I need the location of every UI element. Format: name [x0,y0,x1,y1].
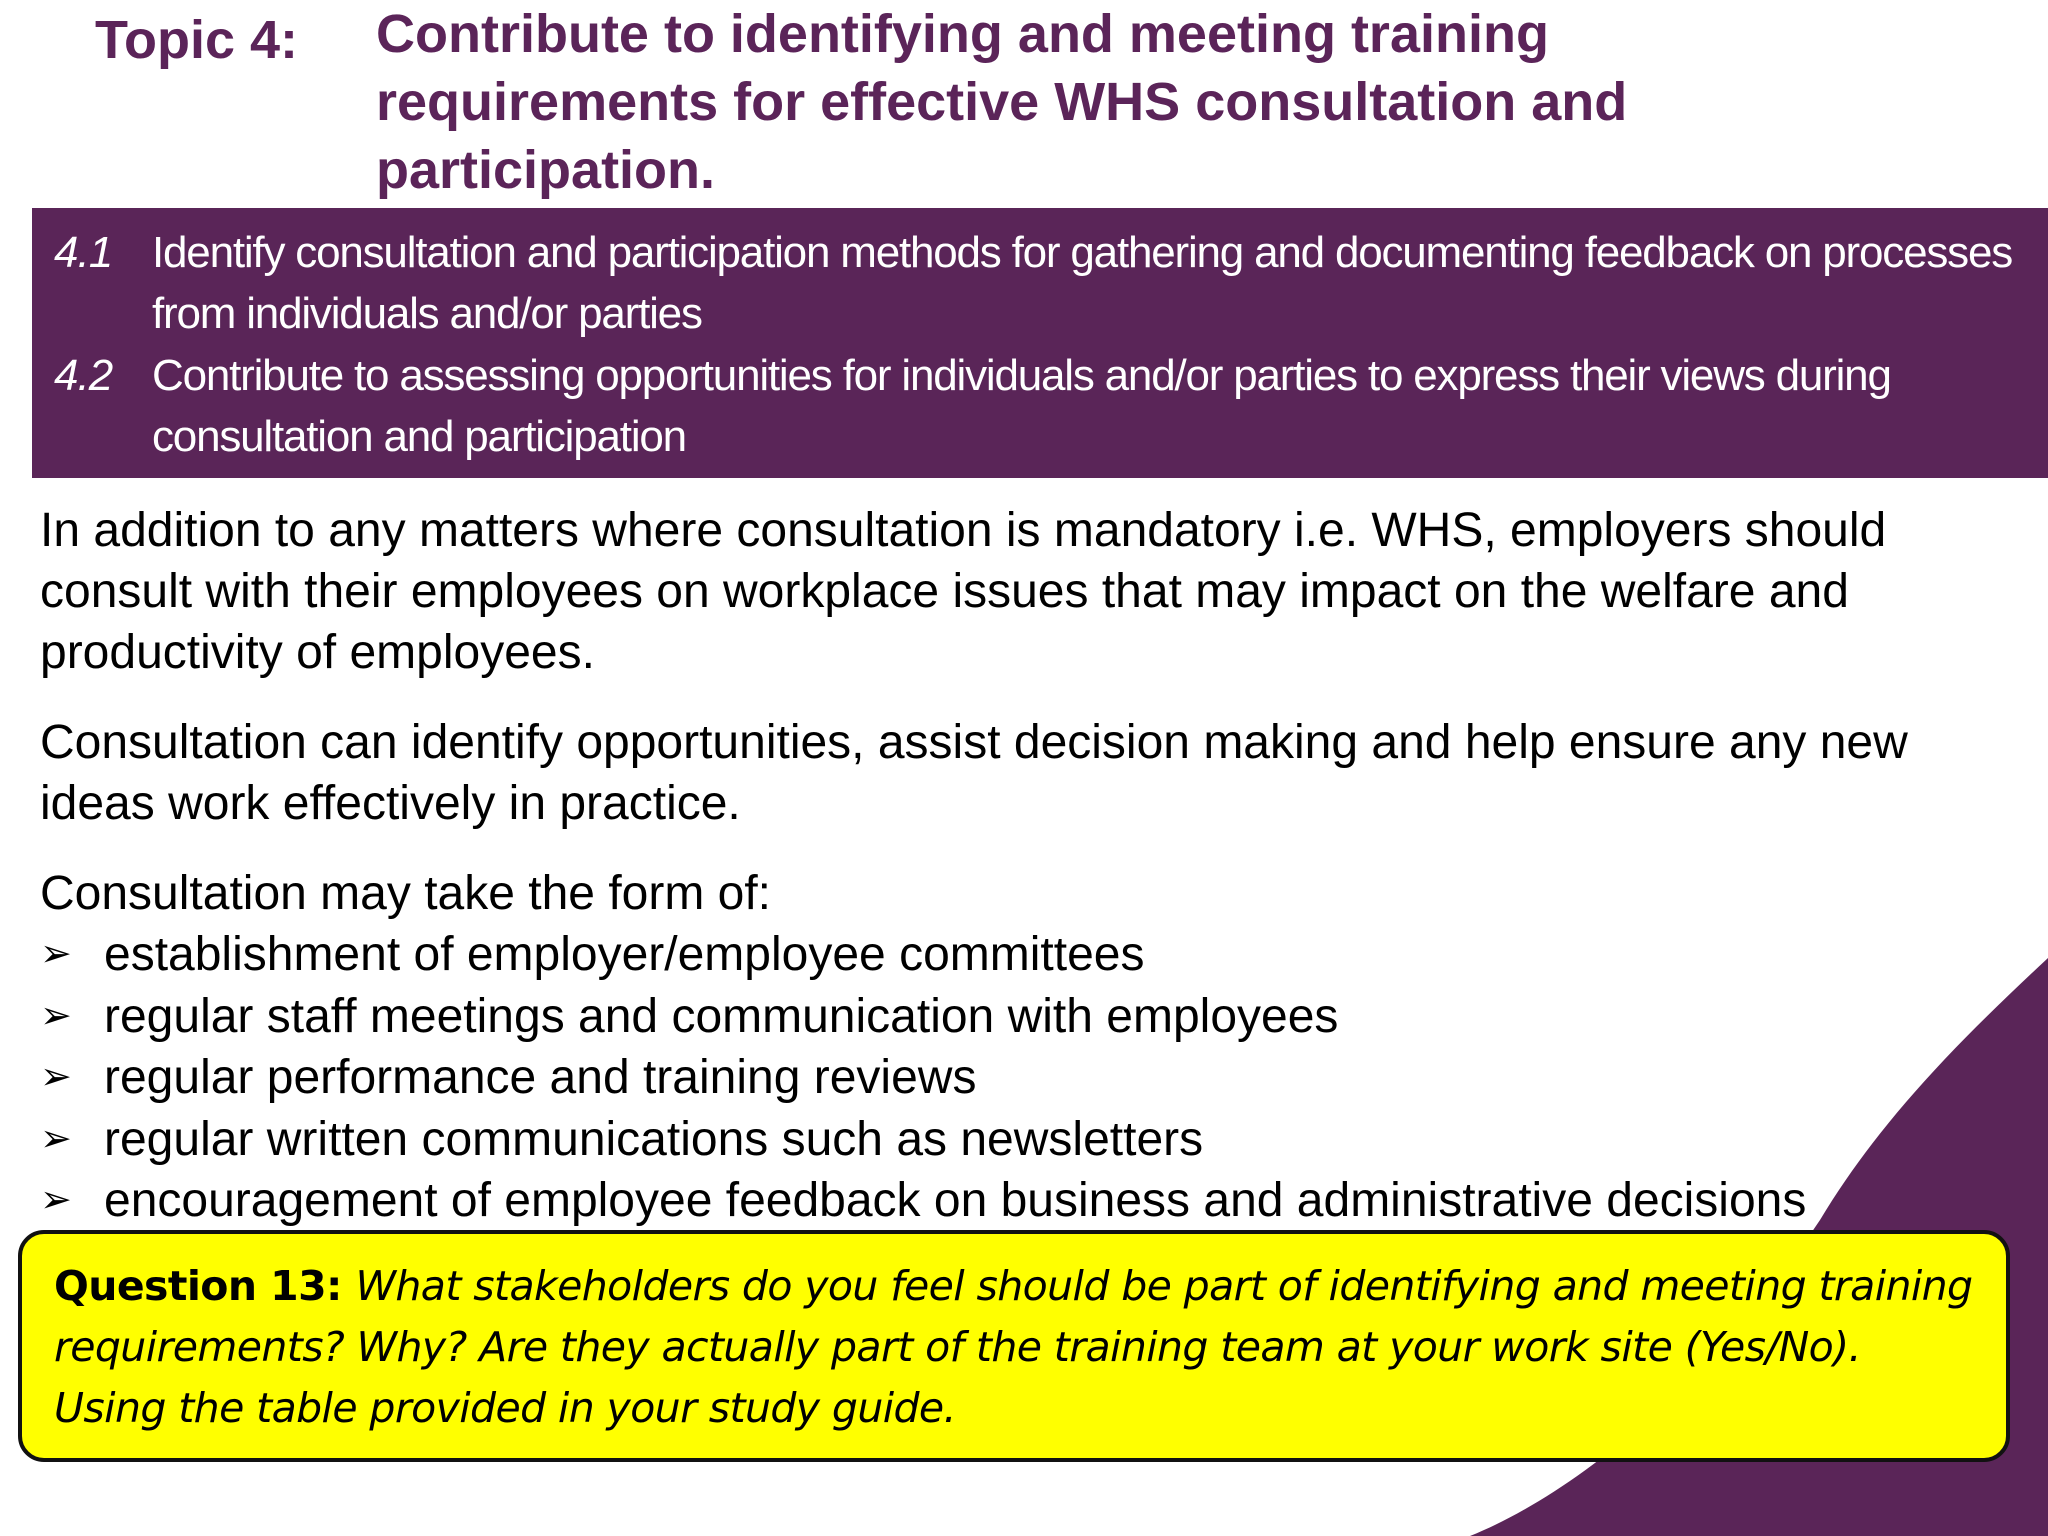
list-item-text: regular written communications such as newsletters [104,1112,1204,1166]
arrow-bullet-icon: ➢ [40,1056,72,1098]
arrow-bullet-icon: ➢ [40,933,72,975]
consultation-forms-heading: Consultation may take the form of: [40,867,772,920]
objective-number: 4.1 [54,228,113,277]
topic-label: Topic 4: [95,10,299,70]
arrow-bullet-icon: ➢ [40,1179,72,1221]
list-item-text: regular staff meetings and communication with employees [104,989,1339,1043]
objectives-band [32,208,2048,478]
list-item-text: establishment of employer/employee committees [104,928,1145,981]
list-item-text: encouragement of employee feedback on business and administrative decisions [104,1174,1807,1227]
objective-text: Contribute to assessing opportunities for individuals and/or parties to express their views during consultation and participation [152,351,1891,461]
objective-text: Identify consultation and participation methods for gathering and documenting feedback on processes from individuals and/or parties [152,228,2013,338]
consultation-benefits-paragraph: Consultation can identify opportunities, assist decision making and help ensure any new ideas work effectively in practice. [40,716,1908,830]
question-callout [18,1230,2010,1462]
question-text: What stakeholders do you feel should be part of identifying and meeting training requirements? Why? Are they actually part of the training team at your work site (Yes/No). Using the table provided in your study guide. [54,1262,1973,1432]
topic-title: Contribute to identifying and meeting training requirements for effective WHS consultation and participation. [376,4,1628,200]
list-item-text: regular performance and training reviews [104,1051,977,1104]
question-label: Question 13: [54,1262,356,1310]
arrow-bullet-icon: ➢ [40,994,72,1037]
arrow-bullet-icon: ➢ [40,1117,72,1160]
intro-paragraph: In addition to any matters where consultation is mandatory i.e. WHS, employers should consult with their employees on workplace issues that may impact on the welfare and productivity of employees. [40,504,1887,679]
objective-number: 4.2 [54,351,113,400]
